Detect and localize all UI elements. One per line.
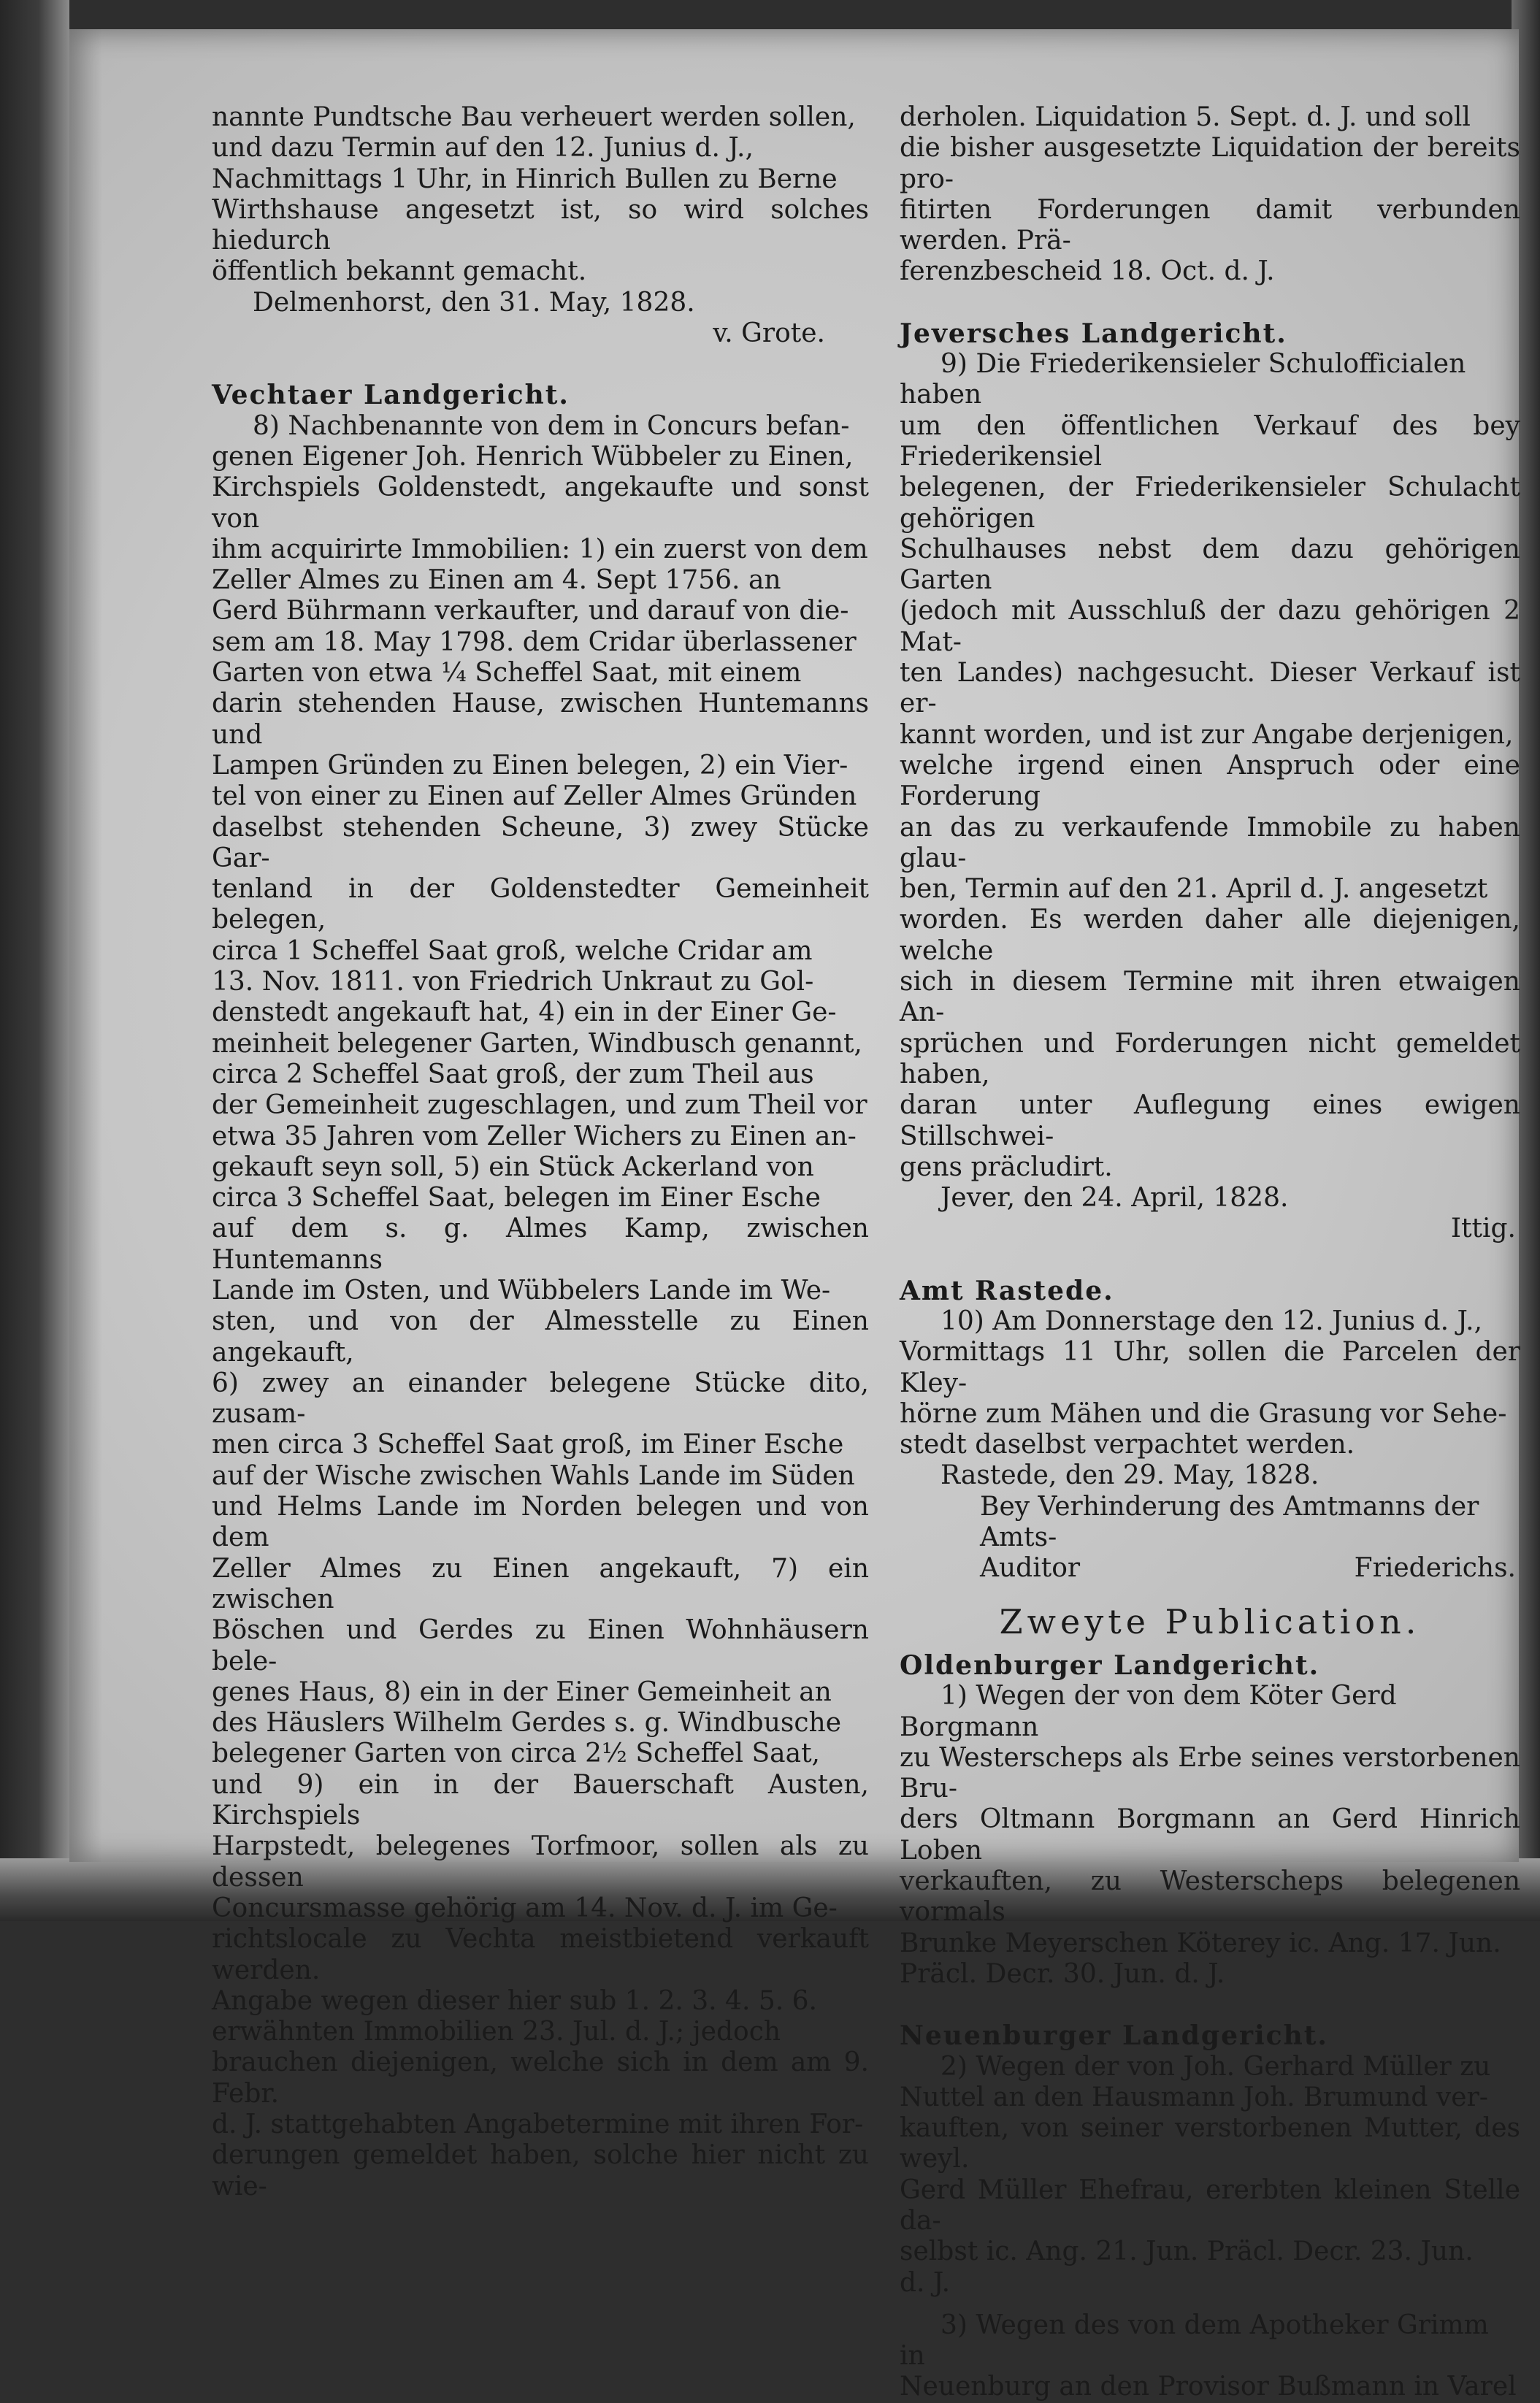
- text-line: genes Haus, 8) ein in der Einer Gemeinheit an: [212, 1676, 832, 1707]
- text-line: Gerd Müller Ehefrau, ererbten kleinen Stelle da-: [900, 2174, 1520, 2236]
- signature: v. Grote.: [713, 318, 825, 349]
- text-line: sten, und von der Almesstelle zu Einen angekauft,: [212, 1306, 869, 1368]
- text-line: belegener Garten von circa 2½ Scheffel Saat,: [212, 1739, 820, 1769]
- text-line: Wirthshause angesetzt ist, so wird solches hiedurch: [212, 194, 869, 256]
- publication-title: Zweyte Publication.: [999, 1601, 1421, 1641]
- text-line: des Häuslers Wilhelm Gerdes s. g. Windbusche: [212, 1708, 842, 1739]
- text-line: hörne zum Mähen und die Grasung vor Sehe-: [900, 1398, 1507, 1429]
- text-line: auf dem s. g. Almes Kamp, zwischen Huntemanns: [212, 1214, 869, 1275]
- text-line: zu Westerscheps als Erbe seines verstorbenen Bru-: [900, 1742, 1520, 1804]
- text-line: sich in diesem Termine mit ihren etwaigen An-: [900, 967, 1520, 1028]
- signature: Friederichs.: [1354, 1553, 1516, 1584]
- text-line: Neuenburg an den Provisor Bußmann in Varel: [900, 2372, 1517, 2402]
- text-line: Nachmittags 1 Uhr, in Hinrich Bullen zu Berne: [212, 164, 838, 194]
- text-line: brauchen diejenigen, welche sich in dem am 9. Febr.: [212, 2047, 869, 2109]
- text-line: Böschen und Gerdes zu Einen Wohnhäusern bele-: [212, 1615, 869, 1676]
- signature-note: Bey Verhinderung des Amtmanns der Amts-: [980, 1491, 1479, 1553]
- text-line: kauften, von seiner verstorbenen Mutter, des weyl.: [900, 2113, 1520, 2174]
- text-line: d. J. stattgehabten Angabetermine mit ihren For-: [212, 2109, 864, 2139]
- text-line: Zeller Almes zu Einen angekauft, 7) ein zwischen: [212, 1553, 869, 1614]
- dateline: Jever, den 24. April, 1828.: [941, 1183, 1289, 1214]
- text-line: verkauften, zu Westerscheps belegenen vormals: [900, 1866, 1520, 1928]
- text-line: welche irgend einen Anspruch oder eine Forderung: [900, 750, 1520, 812]
- text-line: kannt worden, und ist zur Angabe derjenigen,: [900, 719, 1514, 750]
- neuenburg-paragraph-2: [900, 2052, 1520, 2299]
- section-heading-rastede: Amt Rastede.: [900, 1275, 1114, 1306]
- signature: Ittig.: [1450, 1214, 1516, 1244]
- rastede-paragraph: [900, 1306, 1520, 1584]
- text-line: Garten von etwa ¼ Scheffel Saat, mit einem: [212, 658, 802, 689]
- signature-line: [900, 1553, 1520, 1584]
- text-line: Lande im Osten, und Wübbelers Lande im We-: [212, 1275, 831, 1306]
- text-line: 9) Die Friederikensieler Schulofficialen haben: [900, 349, 1466, 410]
- text-line: Präcl. Decr. 30. Jun. d. J.: [900, 1958, 1225, 1989]
- text-line: circa 2 Scheffel Saat groß, der zum Theil aus: [212, 1059, 814, 1089]
- text-line: richtslocale zu Vechta meistbietend verkauft werden.: [212, 1924, 869, 1985]
- text-line: worden. Es werden daher alle diejenigen, welche: [900, 905, 1520, 966]
- text-line: ders Oltmann Borgmann an Gerd Hinrich Loben: [900, 1804, 1520, 1866]
- text-line: 6) zwey an einander belegene Stücke dito, zusam-: [212, 1368, 869, 1430]
- text-line: 13. Nov. 1811. von Friedrich Unkraut zu Gol-: [212, 967, 814, 997]
- text-line: tenland in der Goldenstedter Gemeinheit belegen,: [212, 874, 869, 935]
- text-line: Nuttel an den Hausmann Joh. Brumund ver-: [900, 2082, 1488, 2112]
- text-line: und 9) ein in der Bauerschaft Austen, Kirchspiels: [212, 1769, 869, 1831]
- text-line: (jedoch mit Ausschluß der dazu gehörigen 2 Mat-: [900, 596, 1520, 657]
- text-line: ben, Termin auf den 21. April d. J. angesetzt: [900, 874, 1488, 905]
- text-line: sprüchen und Forderungen nicht gemeldet haben,: [900, 1028, 1520, 1089]
- text-line: denstedt angekauft hat, 4) ein in der Einer Ge-: [212, 997, 837, 1028]
- text-line: Schulhauses nebst dem dazu gehörigen Garten: [900, 534, 1520, 596]
- text-line: circa 3 Scheffel Saat, belegen im Einer Esche: [212, 1183, 821, 1214]
- section-heading-vechta: Vechtaer Landgericht.: [212, 380, 570, 411]
- jever-paragraph: [900, 349, 1520, 1245]
- text-line: meinheit belegener Garten, Windbusch genannt,: [212, 1028, 862, 1059]
- text-line: d. J.: [900, 2267, 951, 2298]
- continuation-block: [900, 102, 1520, 288]
- text-line: erwähnten Immobilien 23. Jul. d. J.; jedoch: [212, 2017, 781, 2047]
- text-line: Angabe wegen dieser hier sub 1. 2. 3. 4. 5. 6.: [212, 1985, 817, 2016]
- oldenburg-paragraph: [900, 1681, 1520, 1990]
- text-line: 10) Am Donnerstage den 12. Junius d. J.,: [941, 1306, 1483, 1336]
- section-heading-oldenburg: Oldenburger Landgericht.: [900, 1649, 1320, 1681]
- text-line: Lampen Gründen zu Einen belegen, 2) ein Vier-: [212, 750, 848, 781]
- text-line: und Helms Lande im Norden belegen und von dem: [212, 1492, 869, 1553]
- text-line: der Gemeinheit zugeschlagen, und zum Theil vor: [212, 1090, 867, 1121]
- right-column: [900, 102, 1520, 2403]
- intro-block: [212, 102, 869, 349]
- text-line: circa 1 Scheffel Saat groß, welche Cridar am: [212, 935, 813, 966]
- text-line: Concursmasse gehörig am 14. Nov. d. J. im Ge-: [212, 1893, 838, 1923]
- scan-background-left: [0, 0, 69, 1921]
- auditor-label: Auditor: [980, 1553, 1081, 1584]
- text-line: Harpstedt, belegenes Torfmoor, sollen als zu dessen: [212, 1831, 869, 1893]
- left-column: [212, 102, 869, 2202]
- text-line: 3) Wegen des von dem Apotheker Grimm in: [900, 2310, 1489, 2372]
- text-line: tel von einer zu Einen auf Zeller Almes Gründen: [212, 781, 857, 812]
- text-line: an das zu verkaufende Immobile zu haben glau-: [900, 812, 1520, 873]
- text-line: genen Eigener Joh. Henrich Wübbeler zu Einen,: [212, 441, 854, 472]
- dateline: Rastede, den 29. May, 1828.: [941, 1460, 1319, 1491]
- neuenburg-paragraph-3: [900, 2310, 1520, 2403]
- text-line: Vormittags 11 Uhr, sollen die Parcelen der Kley-: [900, 1337, 1520, 1398]
- page-gutter-shadow: [69, 29, 102, 1862]
- text-line: Zeller Almes zu Einen am 4. Sept 1756. an: [212, 565, 781, 596]
- text-line: nannte Pundtsche Bau verheuert werden sollen,: [212, 102, 856, 132]
- text-line: auf der Wische zwischen Wahls Lande im Süden: [212, 1460, 855, 1491]
- text-line: um den öffentlichen Verkauf des bey Friederikensiel: [900, 410, 1520, 472]
- text-line: ferenzbescheid 18. Oct. d. J.: [900, 256, 1275, 287]
- text-line: daselbst stehenden Scheune, 3) zwey Stücke Gar-: [212, 812, 869, 873]
- section-heading-neuenburg: Neuenburger Landgericht.: [900, 2020, 1328, 2052]
- text-line: men circa 3 Scheffel Saat groß, im Einer Esche: [212, 1430, 844, 1460]
- text-line: fitirten Forderungen damit verbunden werden. Prä-: [900, 194, 1520, 256]
- text-line: Kirchspiels Goldenstedt, angekaufte und sonst von: [212, 472, 869, 534]
- text-line: 1) Wegen der von dem Köter Gerd Borgmann: [900, 1681, 1397, 1742]
- section-heading-jever: Jeversches Landgericht.: [900, 318, 1287, 349]
- text-line: gekauft seyn soll, 5) ein Stück Ackerland von: [212, 1151, 814, 1182]
- text-line: 2) Wegen der von Joh. Gerhard Müller zu: [941, 2051, 1491, 2082]
- text-line: stedt daselbst verpachtet werden.: [900, 1430, 1355, 1460]
- vechta-paragraph: [212, 411, 869, 2202]
- text-line: darin stehenden Hause, zwischen Huntemanns und: [212, 689, 869, 750]
- text-line: die bisher ausgesetzte Liquidation der bereits pro-: [900, 133, 1520, 194]
- text-line: sem am 18. May 1798. dem Cridar überlassener: [212, 626, 857, 657]
- text-line: selbst ic. Ang. 21. Jun. Präcl. Decr. 23. Jun.: [900, 2237, 1474, 2267]
- text-line: gens präcludirt.: [900, 1151, 1113, 1182]
- text-line: Gerd Bührmann verkaufter, und darauf von die-: [212, 596, 849, 626]
- text-line: derholen. Liquidation 5. Sept. d. J. und soll: [900, 102, 1471, 132]
- text-line: ihm acquirirte Immobilien: 1) ein zuerst von dem: [212, 534, 868, 564]
- text-line: daran unter Auflegung eines ewigen Stillschwei-: [900, 1090, 1520, 1151]
- text-line: und dazu Termin auf den 12. Junius d. J.,: [212, 133, 754, 164]
- text-line: öffentlich bekannt gemacht.: [212, 256, 587, 287]
- text-line: 8) Nachbenannte von dem in Concurs befan-: [253, 410, 850, 441]
- dateline: Delmenhorst, den 31. May, 1828.: [253, 287, 695, 318]
- text-line: ten Landes) nachgesucht. Dieser Verkauf ist er-: [900, 658, 1520, 719]
- text-line: derungen gemeldet haben, solche hier nicht zu wie-: [212, 2140, 869, 2201]
- text-line: belegenen, der Friederikensieler Schulacht gehörigen: [900, 472, 1520, 534]
- text-line: etwa 35 Jahren vom Zeller Wichers zu Einen an-: [212, 1121, 857, 1151]
- text-line: Brunke Meyerschen Köterey ic. Ang. 17. Jun.: [900, 1928, 1501, 1958]
